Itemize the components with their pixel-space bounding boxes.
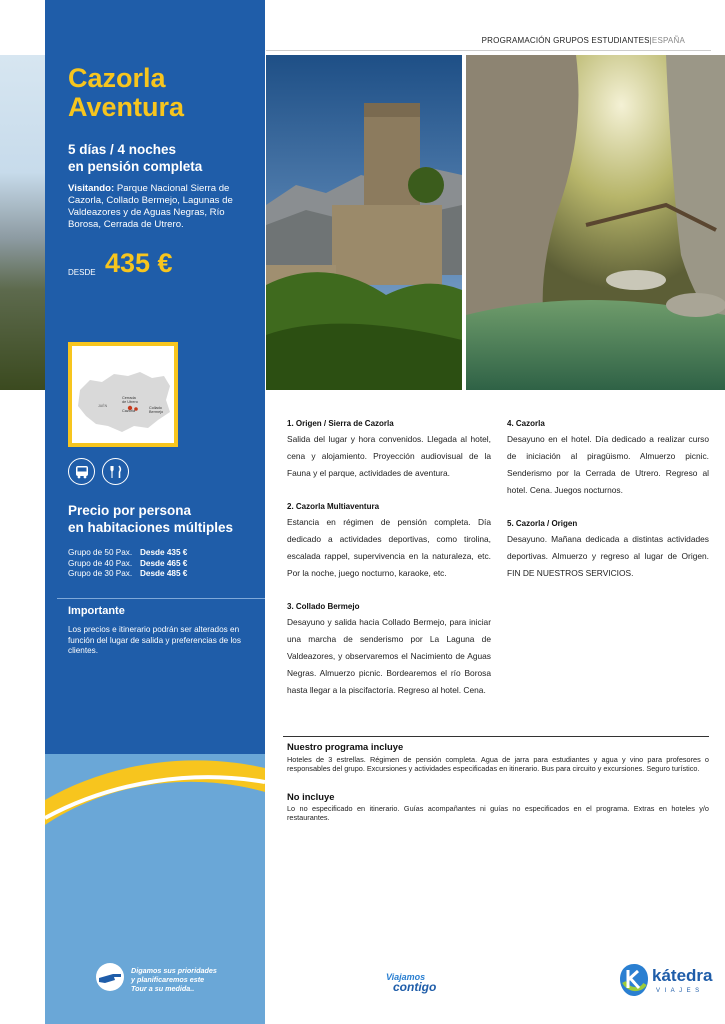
header-separator: |: [649, 36, 652, 45]
map-inner: [72, 346, 174, 443]
day-text: Salida del lugar y hora convenidos. Llegada al hotel, cena y alojamiento. Proyección audiovisual de la Fauna y el parque, actividades de aventura.: [287, 434, 491, 478]
day-title: 1. Origen / Sierra de Cazorla: [287, 419, 394, 428]
importante-heading: Importante: [68, 605, 125, 617]
not-included-text: Lo no especificado en itinerario. Guías acompañantes ni guías no especificados en el programa. Extras en hoteles y/o restaurantes.: [287, 804, 709, 822]
group-price-row: [68, 559, 187, 570]
collado-line-1: Collado: [149, 406, 162, 410]
group-label: Grupo de 50 Pax.: [68, 548, 133, 557]
day-title: 3. Collado Bermejo: [287, 602, 360, 611]
castle-photo: [266, 55, 462, 390]
slogan-line-2: y planificaremos este: [131, 975, 205, 984]
visit-description: [68, 183, 258, 231]
group-price-row: [68, 569, 187, 580]
mountain-photo-strip: [0, 55, 50, 390]
slogan-text: [131, 966, 217, 993]
header-divider: [266, 50, 711, 51]
precio-line-1: Precio por persona: [68, 503, 192, 518]
subtitle-line-1: 5 días / 4 noches: [68, 142, 177, 157]
group-price: Desde 485 €: [140, 569, 188, 578]
map-label-cazorla: Cazorla: [122, 409, 136, 413]
day-title: 5. Cazorla / Origen: [507, 519, 578, 528]
trip-duration: [68, 141, 202, 175]
viajes-logo-text: VIAJES: [656, 988, 704, 994]
group-label: Grupo de 40 Pax.: [68, 558, 133, 568]
jaen-province-shape: [72, 346, 174, 443]
precio-line-2: en habitaciones múltiples: [68, 520, 234, 535]
restaurant-icon: [102, 458, 129, 485]
bus-icon: [68, 458, 95, 485]
gorge-river-photo: [466, 55, 725, 390]
itinerary-day-4: [507, 417, 709, 499]
itinerary-day-1: [287, 417, 491, 482]
day-text: Desayuno. Mañana dedicada a distintas actividades deportivas. Almuerzo y regreso al lugar de Origen. FIN DE NUESTROS SERVICIOS.: [507, 534, 709, 578]
program-divider: [283, 736, 709, 737]
title-line-2: Aventura: [68, 92, 185, 122]
price-value: 435 €: [105, 248, 173, 278]
day-title: 2. Cazorla Multiaventura: [287, 502, 380, 511]
utrero-line-2: de Utrero: [122, 400, 138, 405]
collado-line-2: Bermejo: [149, 410, 164, 415]
subtitle-line-2: en pensión completa: [68, 159, 203, 174]
day-text: Estancia en régimen de pensión completa. Día dedicado a actividades deportivas, como tirolina, escalada rappel, supervivencia en la naturaleza, etc. Por la noche, juego nocturno, karaoke, etc.: [287, 517, 491, 578]
header-program: PROGRAMACIÓN GRUPOS ESTUDIANTES: [481, 36, 650, 45]
map-label-utrero: [122, 396, 138, 405]
day-text: Desayuno y salida hacia Collado Bermejo, para iniciar una marcha de senderismo por La Laguna de Valdeazores, y observaremos el Nacimiento de Aguas Negras. Almuerzo picnic. Bordearemos el río Borosa hasta llegar a la piscifactoría. Regreso al hotel. Cena.: [287, 617, 491, 695]
day-text: Desayuno en el hotel. Día dedicado a realizar curso de iniciación al piragüismo. Almuerzo picnic. Senderismo por la Cerrada de Utrero. Regreso al hotel. Cena. Juegos nocturnos.: [507, 434, 709, 495]
viajamos-logo-text: Viajamos: [386, 972, 426, 982]
desde-label: DESDE: [68, 268, 96, 277]
contigo-logo-text: contigo: [393, 980, 437, 994]
importante-text: Los precios e itinerario podrán ser alterados en función del lugar de salida y preferencias de los clientes.: [68, 625, 241, 655]
group-price: Desde 465 €: [140, 558, 188, 568]
program-includes-heading: Nuestro programa incluye: [287, 741, 404, 752]
program-includes-text: Hoteles de 3 estrellas. Régimen de pensión completa. Agua de jarra para estudiantes y agua y vino para profesores o responsables del grupo. Excursiones y actividades especificadas en itinerario. Bus para circuito y excursiones. Seguro turístico.: [287, 755, 709, 773]
utrero-line-1: Cerrada: [122, 396, 136, 400]
sidebar-panel: [45, 0, 265, 1024]
page-header: [482, 36, 685, 45]
katedra-logo-text: kátedra: [652, 966, 713, 985]
pointing-hand-icon: [93, 962, 127, 992]
itinerary-day-5: [507, 517, 709, 582]
group-label: Grupo de 30 Pax.: [68, 569, 133, 578]
yellow-swoosh: [45, 730, 265, 840]
group-price-list: [68, 548, 187, 580]
itinerary-day-2: [287, 500, 491, 582]
day-title: 4. Cazorla: [507, 419, 545, 428]
map-label-collado: [149, 406, 163, 415]
not-included-heading: No incluye: [287, 791, 335, 802]
itinerary-day-3: [287, 600, 491, 699]
group-price-row: [68, 548, 187, 559]
group-price: Desde 435 €: [140, 548, 188, 557]
price-per-person-heading: [68, 502, 233, 536]
slogan-line-3: Tour a su medida..: [131, 984, 195, 993]
slogan-line-1: Digamos sus prioridades: [131, 966, 217, 975]
importante-divider: [57, 598, 265, 599]
trip-title: [68, 64, 184, 122]
visit-label: Visitando:: [68, 183, 115, 194]
katedra-logo-icon: [618, 962, 650, 998]
title-line-1: Cazorla: [68, 63, 166, 93]
map-label-region: JAÉN: [98, 404, 108, 408]
visit-text: Parque Nacional Sierra de Cazorla, Collado Bermejo, Lagunas de Valdeazores y de Aguas Negras, Río Borosa, Cerrada de Utrero.: [68, 183, 233, 230]
header-country: ESPAÑA: [651, 36, 685, 45]
service-icons: [68, 458, 129, 485]
location-map: [68, 342, 178, 447]
